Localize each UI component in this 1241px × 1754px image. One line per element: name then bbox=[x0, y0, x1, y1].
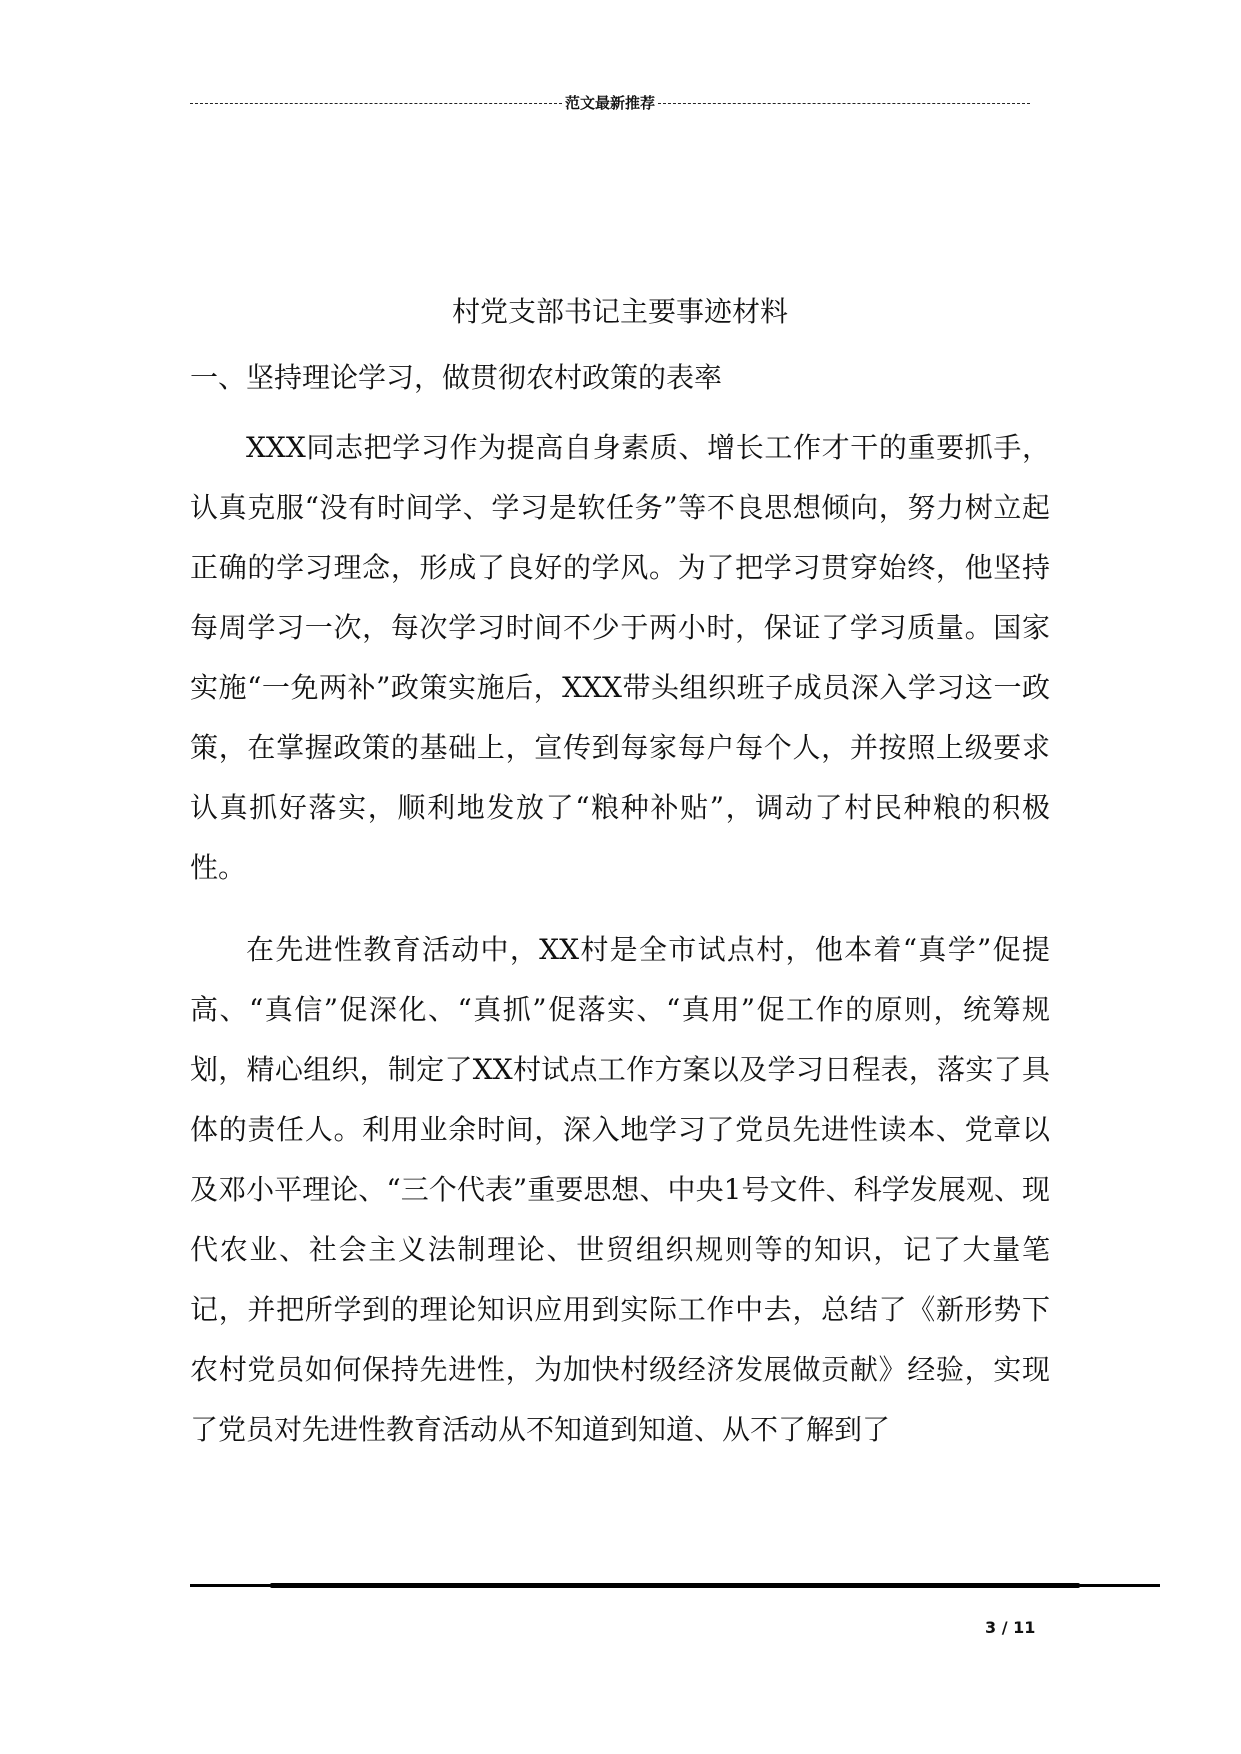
header-label: 范文最新推荐 bbox=[565, 93, 656, 112]
header-dashed-line-right bbox=[658, 103, 1030, 104]
page-header bbox=[190, 90, 1030, 114]
header-dashed-line-left bbox=[190, 103, 562, 104]
footer-rule bbox=[190, 1584, 1160, 1587]
section-heading: 一、坚持理论学习，做贯彻农村政策的表率 bbox=[190, 361, 723, 394]
document-title: 村党支部书记主要事迹材料 bbox=[451, 295, 788, 328]
document-body bbox=[190, 418, 1050, 1460]
footer-rule-thick bbox=[270, 1583, 1080, 1588]
paragraph-2: 在先进性教育活动中，XX村是全市试点村，他本着“真学”促提高、“真信”促深化、“真抓”促落实、“真用”促工作的原则，统筹规划，精心组织，制定了XX村试点工作方案以及学习日程表，落实了具体的责任人。利用业余时间，深入地学习了党员先进性读本、党章以及邓小平理论、“三个代表”重要思想、中央1号文件、科学发展观、现代农业、社会主义法制理论、世贸组织规则等的知识，记了大量笔记，并把所学到的理论知识应用到实际工作中去，总结了《新形势下农村党员如何保持先进性，为加快村级经济发展做贡献》经验，实现了党员对先进性教育活动从不知道到知道、从不了解到了 bbox=[190, 933, 1050, 1446]
page-number: 3 / 11 bbox=[985, 1618, 1036, 1637]
paragraph-1: XXX同志把学习作为提高自身素质、增长工作才干的重要抓手，认真克服“没有时间学、学习是软任务”等不良思想倾向，努力树立起正确的学习理念，形成了良好的学风。为了把学习贯穿始终，他坚持每周学习一次，每次学习时间不少于两小时，保证了学习质量。国家实施“一免两补”政策实施后，XXX带头组织班子成员深入学习这一政策，在掌握政策的基础上，宣传到每家每户每个人，并按照上级要求认真抓好落实，顺利地发放了“粮种补贴”，调动了村民种粮的积极性。 bbox=[190, 431, 1050, 884]
